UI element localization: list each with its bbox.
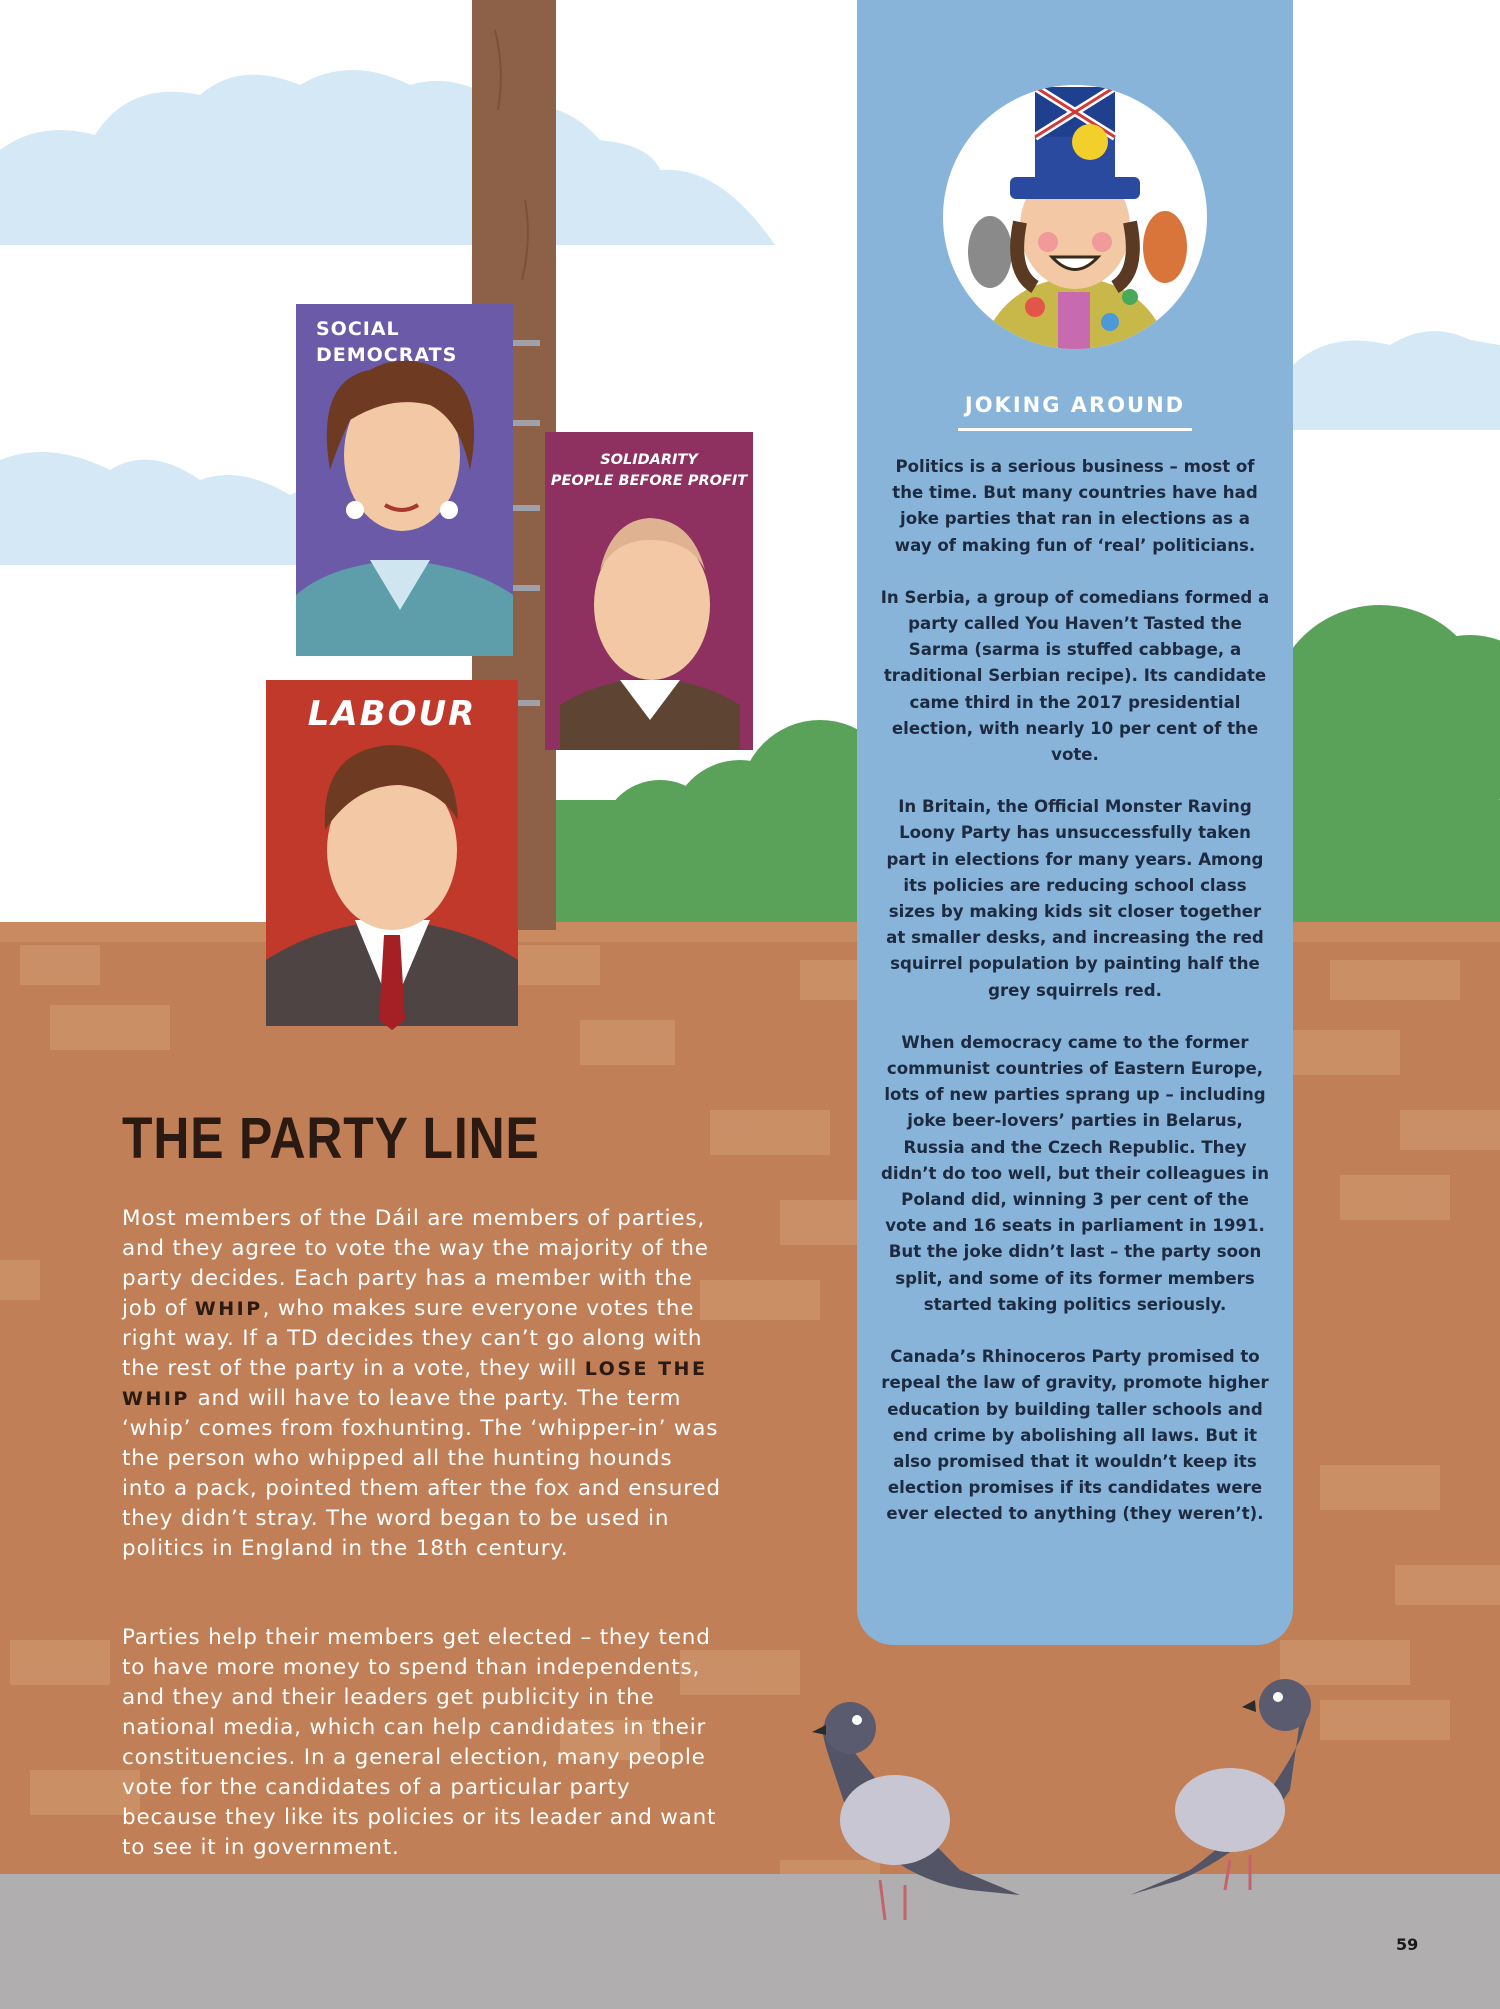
main-text: Most members of the Dáil are members of parties, and they agree to vote the way the majority of the party decides. Each party has a member with the job of [122, 1206, 709, 1321]
sidebar-paragraph: Politics is a serious business – most of the time. But many countries have had joke parties that ran in elections as a way of making fun of ‘real’ politicians. [892, 457, 1258, 555]
sidebar-paragraph: In Britain, the Official Monster Raving Loony Party has unsuccessfully taken part in elections for many years. Among its policies are reducing school class sizes by making kids sit closer together at smaller desks, and increasing the red squirrel population by painting half the grey squirrels red. [886, 797, 1264, 1000]
lose-the-whip-term: LOSE THE WHIP [122, 1358, 708, 1410]
sidebar-body [880, 454, 1270, 1554]
poster-label-social-democrats: SOCIAL DEMOCRATS [316, 318, 458, 366]
poster-label-solidarity: SOLIDARITY PEOPLE BEFORE PROFIT [550, 452, 748, 489]
page-number: 59 [1396, 1935, 1419, 1954]
main-text: , who makes sure everyone votes the right way. If a TD decides they can’t go along with the rest of the party in a vote, they will [122, 1296, 703, 1381]
sidebar-heading: JOKING AROUND [964, 393, 1186, 417]
cloud-top-left [0, 70, 775, 245]
pavement [0, 1874, 1500, 2009]
cloud-right [1293, 331, 1500, 430]
sidebar-paragraph: Canada’s Rhinoceros Party promised to repeal the law of gravity, promote higher education by building taller schools and end crime by abolishing all laws. But it also promised that it wouldn’t keep its election promises if its candidates were ever elected to anything (they weren’t). [881, 1347, 1269, 1524]
sidebar-heading-underline [958, 428, 1192, 431]
sidebar-paragraph: In Serbia, a group of comedians formed a party called You Haven’t Tasted the Sarma (sarma is stuffed cabbage, a traditional Serbian recipe). Its candidate came third in the 2017 presidential election, with nearly 10 per cent of the vote. [880, 587, 1270, 765]
main-paragraph-2 [122, 1623, 722, 1863]
poster-label-labour: LABOUR [307, 694, 477, 734]
sidebar-paragraph: When democracy came to the former communist countries of Eastern Europe, lots of new parties sprang up – including joke beer-lovers’ parties in Belarus, Russia and the Czech Republic. They didn’t do too well, but their colleagues in Poland did, winning 3 per cent of the vote and 16 seats in parliament in 1991. But the joke didn’t last – the party soon split, and some of its former members started taking politics seriously. [880, 1032, 1270, 1314]
page-title: THE PARTY LINE [122, 1106, 540, 1171]
whip-term: WHIP [194, 1298, 263, 1320]
main-paragraph-1 [122, 1204, 722, 1564]
main-text: and will have to leave the party. The term ‘whip’ comes from foxhunting. The ‘whipper-in’ was the person who whipped all the hunting hounds into a pack, pointed them after the fox and ensured they didn’t stray. The word began to be used in politics in England in the 18th century. [122, 1386, 721, 1561]
loony-party-portrait [940, 82, 1210, 352]
main-text: Parties help their members get elected – they tend to have more money to spend than independents, and they and their leaders get publicity in the national media, which can help candidates in their constituencies. In a general election, many people vote for the candidates of a particular party because they like its policies or its leader and want to see it in government. [122, 1625, 717, 1860]
